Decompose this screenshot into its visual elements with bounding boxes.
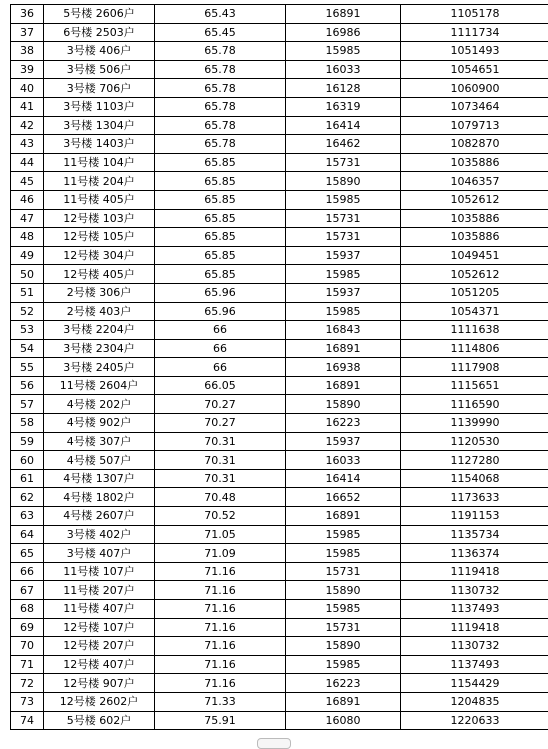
total-price-cell: 1051205 [401,283,548,302]
row-index-cell: 52 [11,302,44,321]
unit-price-cell: 15890 [286,637,401,656]
total-price-cell: 1204835 [401,692,548,711]
unit-price-cell: 15985 [286,42,401,61]
unit-cell: 4号楼 1802户 [44,488,155,507]
area-cell: 71.16 [155,655,286,674]
unit-price-cell: 16843 [286,321,401,340]
unit-cell: 3号楼 402户 [44,525,155,544]
row-index-cell: 45 [11,172,44,191]
area-cell: 66 [155,358,286,377]
total-price-cell: 1105178 [401,5,548,24]
area-cell: 65.78 [155,60,286,79]
price-table-body [11,5,548,730]
area-cell: 65.85 [155,153,286,172]
area-cell: 65.96 [155,302,286,321]
row-index-cell: 44 [11,153,44,172]
unit-price-cell: 16938 [286,358,401,377]
total-price-cell: 1054651 [401,60,548,79]
unit-price-cell: 15890 [286,395,401,414]
row-index-cell: 56 [11,376,44,395]
area-cell: 66 [155,339,286,358]
row-index-cell: 43 [11,135,44,154]
table-row [11,228,548,247]
area-cell: 66.05 [155,376,286,395]
unit-price-cell: 15731 [286,618,401,637]
unit-cell: 12号楼 103户 [44,209,155,228]
row-index-cell: 59 [11,432,44,451]
unit-cell: 3号楼 2204户 [44,321,155,340]
unit-cell: 12号楼 105户 [44,228,155,247]
total-price-cell: 1114806 [401,339,548,358]
area-cell: 70.31 [155,432,286,451]
area-cell: 65.78 [155,135,286,154]
row-index-cell: 60 [11,451,44,470]
unit-cell: 12号楼 2602户 [44,692,155,711]
row-index-cell: 47 [11,209,44,228]
table-row [11,302,548,321]
unit-price-cell: 16223 [286,674,401,693]
row-index-cell: 54 [11,339,44,358]
table-row [11,246,548,265]
area-cell: 65.85 [155,209,286,228]
unit-price-cell: 16891 [286,339,401,358]
table-row [11,5,548,24]
row-index-cell: 64 [11,525,44,544]
total-price-cell: 1073464 [401,97,548,116]
row-index-cell: 72 [11,674,44,693]
table-row [11,692,548,711]
total-price-cell: 1136374 [401,544,548,563]
unit-cell: 12号楼 407户 [44,655,155,674]
table-row [11,79,548,98]
unit-cell: 3号楼 1304户 [44,116,155,135]
area-cell: 75.91 [155,711,286,730]
row-index-cell: 48 [11,228,44,247]
unit-price-cell: 16891 [286,692,401,711]
total-price-cell: 1052612 [401,265,548,284]
area-cell: 65.85 [155,265,286,284]
unit-price-cell: 16462 [286,135,401,154]
unit-cell: 12号楼 405户 [44,265,155,284]
row-index-cell: 51 [11,283,44,302]
total-price-cell: 1154429 [401,674,548,693]
table-row [11,339,548,358]
total-price-cell: 1111734 [401,23,548,42]
row-index-cell: 37 [11,23,44,42]
total-price-cell: 1035886 [401,153,548,172]
total-price-cell: 1079713 [401,116,548,135]
unit-price-cell: 15985 [286,600,401,619]
table-row [11,116,548,135]
row-index-cell: 58 [11,414,44,433]
total-price-cell: 1051493 [401,42,548,61]
unit-cell: 11号楼 207户 [44,581,155,600]
unit-price-cell: 15731 [286,228,401,247]
row-index-cell: 69 [11,618,44,637]
total-price-cell: 1130732 [401,637,548,656]
unit-price-cell: 16652 [286,488,401,507]
area-cell: 71.33 [155,692,286,711]
table-row [11,655,548,674]
table-row [11,42,548,61]
table-row [11,321,548,340]
unit-cell: 4号楼 202户 [44,395,155,414]
unit-cell: 4号楼 902户 [44,414,155,433]
area-cell: 65.45 [155,23,286,42]
row-index-cell: 57 [11,395,44,414]
unit-cell: 3号楼 706户 [44,79,155,98]
unit-cell: 5号楼 602户 [44,711,155,730]
row-index-cell: 38 [11,42,44,61]
scroll-handle[interactable] [257,738,291,749]
total-price-cell: 1137493 [401,600,548,619]
area-cell: 70.31 [155,469,286,488]
unit-cell: 3号楼 2304户 [44,339,155,358]
row-index-cell: 73 [11,692,44,711]
unit-cell: 11号楼 2604户 [44,376,155,395]
unit-price-cell: 15985 [286,525,401,544]
table-row [11,711,548,730]
unit-cell: 4号楼 507户 [44,451,155,470]
table-row [11,414,548,433]
unit-cell: 3号楼 1103户 [44,97,155,116]
area-cell: 71.16 [155,618,286,637]
area-cell: 70.48 [155,488,286,507]
total-price-cell: 1130732 [401,581,548,600]
row-index-cell: 55 [11,358,44,377]
unit-cell: 3号楼 2405户 [44,358,155,377]
row-index-cell: 63 [11,507,44,526]
table-row [11,507,548,526]
row-index-cell: 40 [11,79,44,98]
total-price-cell: 1049451 [401,246,548,265]
area-cell: 71.16 [155,581,286,600]
unit-price-cell: 15731 [286,153,401,172]
total-price-cell: 1054371 [401,302,548,321]
row-index-cell: 39 [11,60,44,79]
row-index-cell: 42 [11,116,44,135]
row-index-cell: 71 [11,655,44,674]
unit-cell: 4号楼 2607户 [44,507,155,526]
table-row [11,190,548,209]
table-row [11,544,548,563]
table-row [11,135,548,154]
unit-price-cell: 16223 [286,414,401,433]
table-row [11,562,548,581]
total-price-cell: 1060900 [401,79,548,98]
row-index-cell: 67 [11,581,44,600]
table-row [11,451,548,470]
area-cell: 65.96 [155,283,286,302]
total-price-cell: 1191153 [401,507,548,526]
unit-cell: 4号楼 1307户 [44,469,155,488]
unit-price-cell: 16033 [286,451,401,470]
unit-cell: 3号楼 406户 [44,42,155,61]
table-row [11,209,548,228]
area-cell: 70.31 [155,451,286,470]
unit-cell: 11号楼 107户 [44,562,155,581]
total-price-cell: 1035886 [401,228,548,247]
unit-price-cell: 15985 [286,265,401,284]
total-price-cell: 1137493 [401,655,548,674]
table-row [11,581,548,600]
unit-cell: 6号楼 2503户 [44,23,155,42]
unit-price-cell: 15731 [286,209,401,228]
unit-price-cell: 15937 [286,283,401,302]
table-row [11,23,548,42]
unit-cell: 5号楼 2606户 [44,5,155,24]
area-cell: 65.85 [155,246,286,265]
unit-cell: 11号楼 204户 [44,172,155,191]
area-cell: 65.85 [155,190,286,209]
row-index-cell: 70 [11,637,44,656]
area-cell: 65.43 [155,5,286,24]
unit-price-cell: 15985 [286,544,401,563]
total-price-cell: 1116590 [401,395,548,414]
table-row [11,153,548,172]
unit-price-cell: 16891 [286,376,401,395]
unit-cell: 12号楼 907户 [44,674,155,693]
unit-cell: 12号楼 107户 [44,618,155,637]
row-index-cell: 74 [11,711,44,730]
area-cell: 65.85 [155,228,286,247]
unit-price-cell: 16319 [286,97,401,116]
table-row [11,674,548,693]
area-cell: 70.52 [155,507,286,526]
unit-cell: 11号楼 405户 [44,190,155,209]
row-index-cell: 50 [11,265,44,284]
unit-cell: 4号楼 307户 [44,432,155,451]
row-index-cell: 36 [11,5,44,24]
unit-cell: 12号楼 207户 [44,637,155,656]
unit-price-cell: 15985 [286,655,401,674]
area-cell: 71.16 [155,600,286,619]
row-index-cell: 61 [11,469,44,488]
table-row [11,469,548,488]
area-cell: 70.27 [155,395,286,414]
total-price-cell: 1220633 [401,711,548,730]
row-index-cell: 53 [11,321,44,340]
area-cell: 71.05 [155,525,286,544]
unit-cell: 3号楼 1403户 [44,135,155,154]
unit-cell: 2号楼 403户 [44,302,155,321]
unit-price-cell: 16033 [286,60,401,79]
total-price-cell: 1117908 [401,358,548,377]
total-price-cell: 1154068 [401,469,548,488]
unit-price-cell: 16891 [286,507,401,526]
unit-price-cell: 16128 [286,79,401,98]
area-cell: 71.09 [155,544,286,563]
unit-price-cell: 15985 [286,302,401,321]
unit-cell: 11号楼 407户 [44,600,155,619]
area-cell: 65.78 [155,42,286,61]
total-price-cell: 1139990 [401,414,548,433]
row-index-cell: 49 [11,246,44,265]
table-row [11,618,548,637]
table-row [11,283,548,302]
table-row [11,395,548,414]
total-price-cell: 1173633 [401,488,548,507]
table-row [11,432,548,451]
unit-price-cell: 16891 [286,5,401,24]
area-cell: 71.16 [155,637,286,656]
table-row [11,172,548,191]
total-price-cell: 1120530 [401,432,548,451]
total-price-cell: 1082870 [401,135,548,154]
area-cell: 71.16 [155,562,286,581]
row-index-cell: 66 [11,562,44,581]
unit-price-cell: 16414 [286,116,401,135]
total-price-cell: 1119418 [401,562,548,581]
table-row [11,376,548,395]
area-cell: 65.85 [155,172,286,191]
table-row [11,637,548,656]
unit-cell: 12号楼 304户 [44,246,155,265]
unit-price-cell: 15937 [286,432,401,451]
total-price-cell: 1127280 [401,451,548,470]
unit-cell: 3号楼 407户 [44,544,155,563]
table-row [11,358,548,377]
unit-price-cell: 15890 [286,581,401,600]
row-index-cell: 68 [11,600,44,619]
unit-price-cell: 16414 [286,469,401,488]
unit-price-cell: 15731 [286,562,401,581]
total-price-cell: 1035886 [401,209,548,228]
table-row [11,600,548,619]
area-cell: 71.16 [155,674,286,693]
row-index-cell: 46 [11,190,44,209]
unit-price-cell: 15937 [286,246,401,265]
total-price-cell: 1135734 [401,525,548,544]
unit-price-cell: 16080 [286,711,401,730]
unit-price-cell: 15985 [286,190,401,209]
area-cell: 65.78 [155,97,286,116]
area-cell: 65.78 [155,116,286,135]
total-price-cell: 1052612 [401,190,548,209]
row-index-cell: 41 [11,97,44,116]
unit-cell: 2号楼 306户 [44,283,155,302]
total-price-cell: 1119418 [401,618,548,637]
table-row [11,60,548,79]
price-table [10,4,548,730]
unit-cell: 11号楼 104户 [44,153,155,172]
row-index-cell: 62 [11,488,44,507]
total-price-cell: 1115651 [401,376,548,395]
area-cell: 66 [155,321,286,340]
row-index-cell: 65 [11,544,44,563]
table-row [11,488,548,507]
unit-price-cell: 16986 [286,23,401,42]
table-row [11,97,548,116]
total-price-cell: 1111638 [401,321,548,340]
area-cell: 65.78 [155,79,286,98]
unit-price-cell: 15890 [286,172,401,191]
unit-cell: 3号楼 506户 [44,60,155,79]
table-row [11,525,548,544]
total-price-cell: 1046357 [401,172,548,191]
table-row [11,265,548,284]
area-cell: 70.27 [155,414,286,433]
